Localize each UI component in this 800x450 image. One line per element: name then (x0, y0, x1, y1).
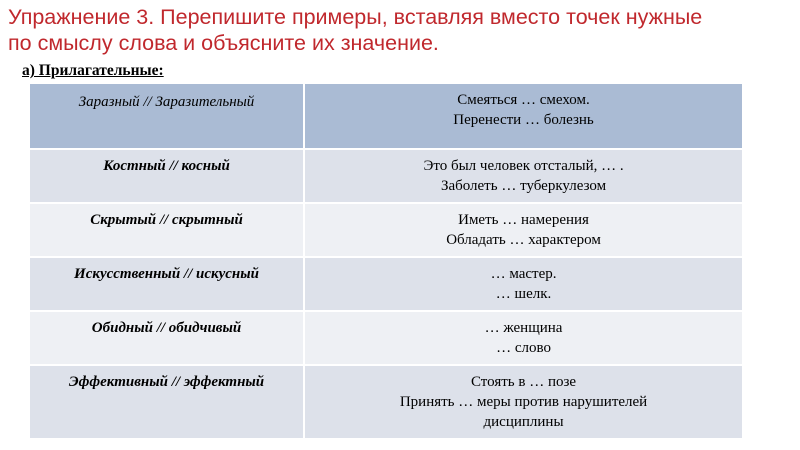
word-pair-cell: Скрытый // скрытный (30, 203, 304, 257)
examples-cell (304, 149, 742, 203)
table-row (30, 311, 742, 365)
word-pairs-table (30, 84, 742, 438)
example-line: Это был человек отсталый, … . (423, 158, 624, 174)
examples-cell (304, 203, 742, 257)
example-line: Обладать … характером (446, 232, 601, 248)
example-line: дисциплины (483, 414, 564, 430)
table-row (30, 365, 742, 438)
word-pair-cell: Искусственный // искусный (30, 257, 304, 311)
examples-cell (304, 365, 742, 438)
heading-line-2: по смыслу слова и объясните их значение. (8, 31, 439, 55)
table-row (30, 149, 742, 203)
heading-line-1: Упражнение 3. Перепишите примеры, вставляя вместо точек нужные (8, 5, 703, 29)
examples-cell (304, 84, 742, 149)
example-line: Смеяться … смехом. (457, 92, 590, 108)
example-line: … мастер. (490, 266, 557, 282)
table-row (30, 84, 742, 149)
example-line: Иметь … намерения (458, 212, 589, 228)
examples-cell (304, 257, 742, 311)
example-line: Перенести … болезнь (453, 112, 594, 128)
section-label: а) Прилагательные: (22, 62, 164, 79)
exercise-heading (8, 4, 798, 56)
example-line: Стоять в … позе (470, 374, 577, 390)
word-pair-cell: Обидный // обидчивый (30, 311, 304, 365)
table-row (30, 257, 742, 311)
word-pair-cell: Заразный // Заразительный (30, 84, 304, 149)
word-pair-cell: Эффективный // эффектный (30, 365, 304, 438)
example-line: Заболеть … туберкулезом (440, 178, 607, 194)
example-line: … слово (496, 340, 551, 356)
example-line: Принять … меры против нарушителей (399, 394, 648, 410)
word-pair-cell: Костный // косный (30, 149, 304, 203)
examples-cell (304, 311, 742, 365)
example-line: … женщина (484, 320, 563, 336)
example-line: … шелк. (495, 286, 552, 302)
table-row (30, 203, 742, 257)
